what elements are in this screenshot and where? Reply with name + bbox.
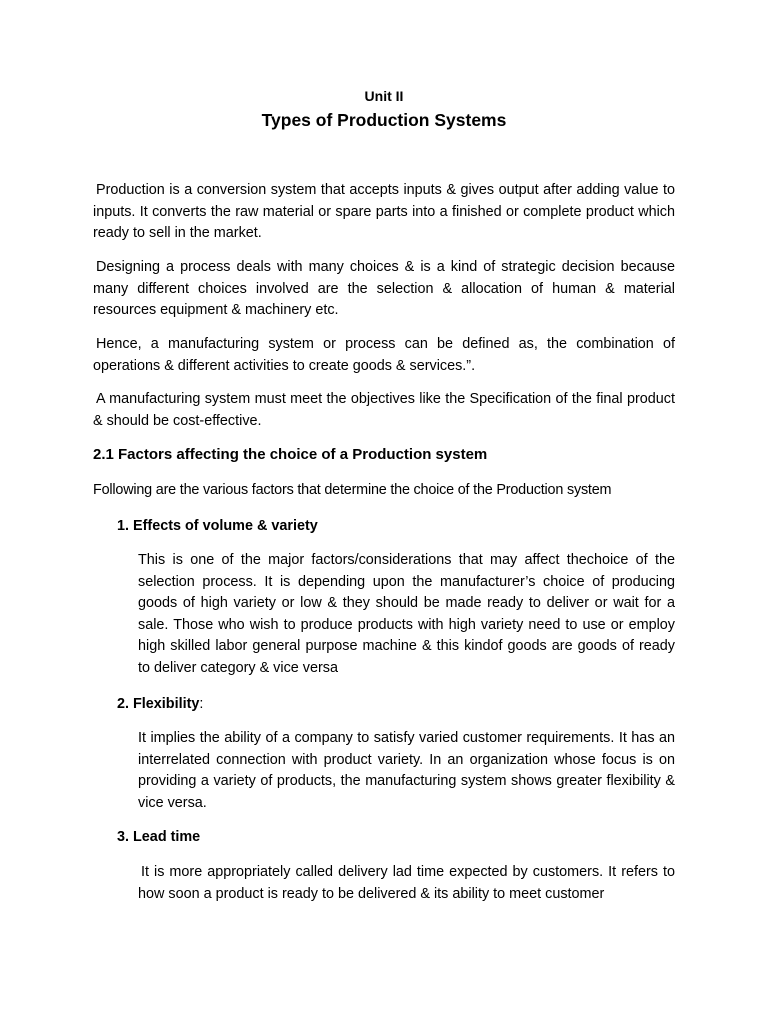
paragraph-system-objectives: A manufacturing system must meet the objectives like the Specification of the final product & should be cost-effective. [93, 391, 675, 429]
factor-number: 1. [117, 518, 130, 534]
factor-heading-flexibility [117, 696, 203, 712]
section-intro: Following are the various factors that determine the choice of the Production system [93, 482, 612, 498]
factor-title-suffix: : [199, 696, 204, 712]
unit-label: Unit II [364, 88, 404, 104]
factor-body-flexibility: It implies the ability of a company to satisfy varied customer requirements. It has an interrelated connection with product variety. In an organization whose focus is on providing a variety of products, the manufacturing system shows greater flexibility & vice versa. [138, 730, 675, 811]
factor-body-lead-time: It is more appropriately called delivery lad time expected by customers. It refers to how soon a product is ready to be delivered & its ability to meet customer [138, 864, 675, 902]
paragraph-production-definition: Production is a conversion system that accepts inputs & gives output after adding value to inputs. It converts the raw material or spare parts into a finished or complete product which ready to sell in the market. [93, 182, 675, 241]
factor-number: 3. [117, 829, 130, 845]
section-heading: 2.1 Factors affecting the choice of a Production system [93, 446, 488, 463]
factor-title: Effects of volume & variety [133, 518, 318, 534]
factor-heading-volume-variety [117, 518, 318, 534]
factor-number: 2. [117, 696, 130, 712]
factor-body-volume-variety: This is one of the major factors/considerations that may affect thechoice of the selection process. It is depending upon the manufacturer’s choice of producing goods of high variety or low & they should be made ready to deliver or wait for a sale. Those who wish to produce products with high variety need to use or employ high skilled labor general purpose machine & this kindof goods are goods of ready to deliver category & vice versa [138, 552, 675, 676]
factor-title: Flexibility [133, 696, 200, 712]
page-title: Types of Production Systems [261, 110, 507, 130]
factor-title: Lead time [133, 829, 201, 845]
factor-heading-lead-time [117, 829, 200, 845]
paragraph-process-design: Designing a process deals with many choices & is a kind of strategic decision because many different choices involved are the selection & allocation of human & material resources equipment & machinery etc. [93, 259, 675, 318]
paragraph-manufacturing-system-definition: Hence, a manufacturing system or process can be defined as, the combination of operations & different activities to create goods & services.”. [93, 336, 675, 374]
